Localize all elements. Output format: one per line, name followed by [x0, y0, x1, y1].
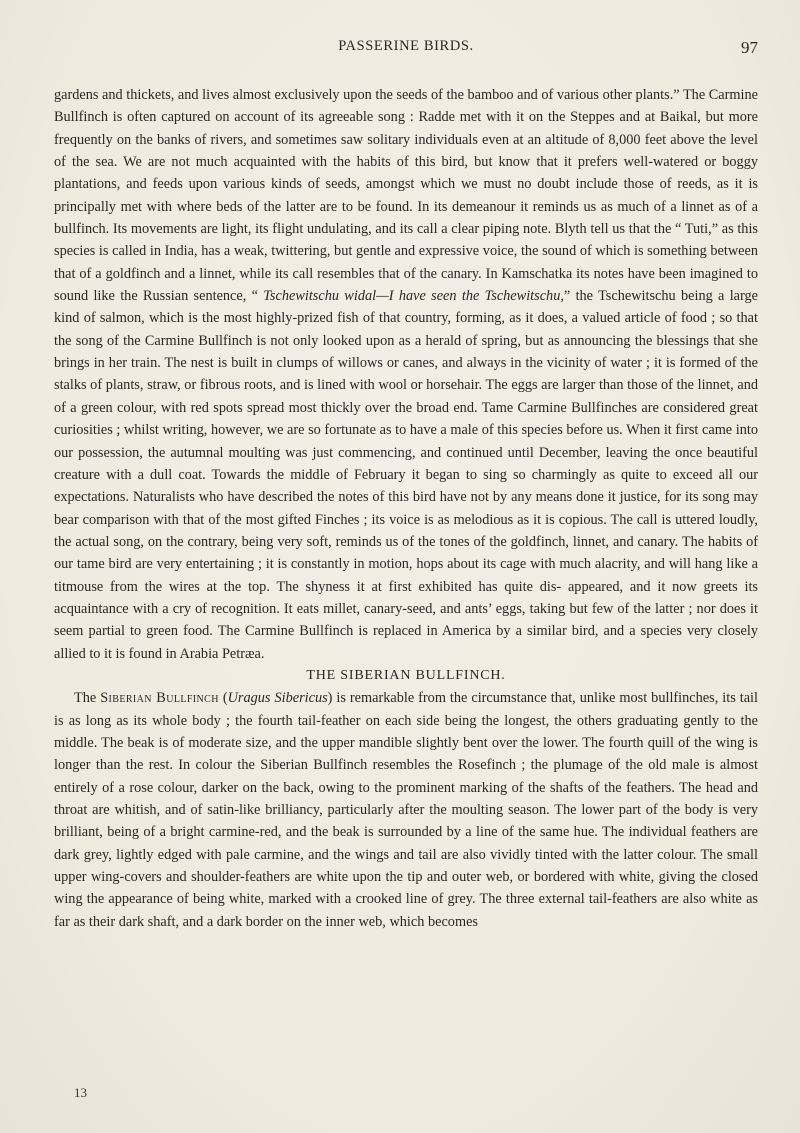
body-text — [54, 84, 758, 933]
paragraph-text: The — [74, 690, 101, 707]
paragraph-text: gardens and thickets, and lives almost exclusively upon the seeds of the bamboo and of various other plants.” The Carmine Bullfinch is often captured on account of its agreeable song : Radde met with it on the Steppes and at Baikal, but more frequently on the banks of rivers, and sometimes saw solitary individuals even at an altitude of 8,000 feet above the level of the sea. We are not much acquainted with the habits of this bird, but know that it prefers well-watered or boggy plantations, and feeds upon various kinds of seeds, amongst which we must no doubt include those of reeds, as it is principally met with where beds of the latter are to be found. In its demeanour it reminds us as much of a linnet as of a bullfinch. Its movements are light, its flight undulating, and its call a clear piping note. Blyth tell us that the “ Tuti,” as this species is called in India, has a weak, twittering, but gentle and expressive voice, the sound of which is something between that of a goldfinch and a linnet, while its call resembles that of the canary. In Kamschatka its notes have been imagined to sound like the Russian sentence, “ — [54, 87, 758, 305]
running-title: PASSERINE BIRDS. — [338, 38, 474, 54]
species-name-small-caps: Siberian Bullfinch — [100, 690, 219, 707]
latin-species-name: Uragus Sibericus — [227, 690, 328, 707]
section-heading: THE SIBERIAN BULLFINCH. — [306, 667, 506, 683]
page-number: 97 — [741, 38, 758, 57]
italic-quotation: Tschewitschu widal—I have seen the Tschewitschu, — [263, 288, 564, 305]
printer-signature-mark: 13 — [74, 1085, 87, 1100]
paragraph-text: ) is remarkable from the circumstance that, unlike most bullfinches, its tail is as long as its whole body ; the fourth tail-feather on each side being the longest, the others graduating gently to the middle. The beak is of moderate size, and the upper mandible slightly bent over the lower. The fourth quill of the wing is longer than the rest. In colour the Siberian Bullfinch resembles the Rosefinch ; the plumage of the old male is almost entirely of a rose colour, darker on the back, owing to the prominent marking of the shafts of the feathers. The head and throat are whitish, and of satin-like brilliancy, particularly after the moulting season. The lower part of the body is very brilliant, being of a bright carmine-red, and the beak is surrounded by a line of the same hue. The individual feathers are dark grey, lightly edged with pale carmine, and the wings and tail are also vividly tinted with the latter colour. The small upper wing-covers and shoulder-feathers are white upon the tip and outer web, or bordered with white, giving the closed wing the appearance of being white, marked with a crooked line of grey. The three external tail-feathers are also white as far as their dark shaft, and a dark border on the inner web, which becomes — [54, 690, 758, 930]
paragraph-siberian-bullfinch — [54, 687, 758, 933]
paragraph-carmine-bullfinch — [54, 84, 758, 665]
running-header — [54, 38, 758, 60]
paragraph-text: ( — [218, 690, 228, 707]
paragraph-text: ” the Tschewitschu being a large kind of salmon, which is the most highly-prized fish of that country, forming, as it does, a valued article of food ; so that the song of the Carmine Bullfinch is not only looked upon as a herald of spring, but as announcing the blessings that she brings in her train. The nest is built in clumps of willows or canes, and always in the vicinity of water ; it is formed of the stalks of plants, straw, or fibrous roots, and is lined with wool or horsehair. The eggs are larger than those of the linnet, and of a green colour, with red spots spread most thickly over the broad end. Tame Carmine Bullfinches are considered great curiosities ; whilst writing, however, we are so fortunate as to have a male of this species before us. When it first came into our possession, the autumnal moulting was just commencing, and continued until December, leaving the once beautiful creature with a dull coat. Towards the middle of February it began to sing so charmingly as quite to exceed all our expectations. Naturalists who have described the notes of this bird have not by any means done it justice, for its song may bear comparison with that of the most gifted Finches ; its voice is as melodious as it is copious. The call is uttered loudly, the actual song, on the contrary, being very soft, reminds us of the tones of the goldfinch, linnet, and canary. The habits of our tame bird are very entertaining ; it is constantly in motion, hops about its cage with much alacrity, and will hang like a titmouse from the wires at the top. The shyness it at first exhibited has quite dis- appeared, and it now greets its acquaintance with a cry of recognition. It eats millet, canary-seed, and ants’ eggs, taking but few of the latter ; nor does it seem partial to green food. The Carmine Bullfinch is replaced in America by a similar bird, and a species very closely allied to it is found in Arabia Petræa. — [54, 288, 759, 662]
